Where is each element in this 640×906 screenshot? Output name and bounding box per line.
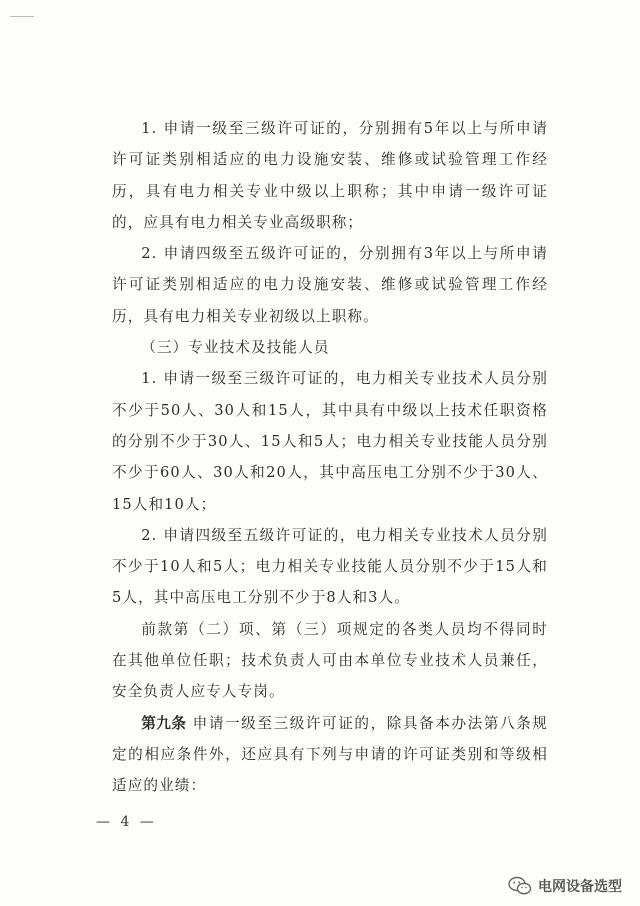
paragraph-3: 1. 申请一级至三级许可证的，电力相关专业技术人员分别不少于50人、30人和15人，其中具有中级以上技术任职资格的分别不少于30人、15人和5人；电力相关专业技能人员分别不少于60人、30人和20人，其中高压电工分别不少于30人、15人和10人； <box>112 370 548 513</box>
watermark-text: 电网设备选型 <box>538 879 622 895</box>
article-9-body: 申请一级至三级许可证的，除具备本办法第八条规定的相应条件外，还应具有下列与申请的许可证类别和等级相适应的业绩： <box>112 714 549 795</box>
paragraph-4: 2. 申请四级至五级许可证的，电力相关专业技术人员分别不少于10人和5人；电力相关专业技能人员分别不少于15人和5人，其中高压电工分别不少于8人和3人。 <box>112 526 548 607</box>
section-heading: （三）专业技术及技能人员 <box>141 339 330 357</box>
article-9 <box>112 708 548 802</box>
paragraph-5: 前款第（二）项、第（三）项规定的各类人员均不得同时在其他单位任职；技术负责人可由本单位专业技术人员兼任，安全负责人应专人专岗。 <box>112 620 548 701</box>
article-9-heading: 第九条 <box>141 714 187 732</box>
scan-edge-mark <box>10 16 34 17</box>
watermark <box>508 876 622 896</box>
page-number: — 4 — <box>96 814 157 830</box>
paragraph-1: 1. 申请一级至三级许可证的，分别拥有5年以上与所申请许可证类别相适应的电力设施安装、维修或试验管理工作经历，具有电力相关专业中级以上职称；其中申请一级许可证的，应具有电力相关专业高级职称； <box>112 120 548 231</box>
paragraph-2: 2. 申请四级至五级许可证的，分别拥有3年以上与所申请许可证类别相适应的电力设施安装、维修或试验管理工作经历，具有电力相关专业初级以上职称。 <box>112 245 548 325</box>
wechat-icon <box>508 876 532 896</box>
document-body <box>112 113 548 802</box>
